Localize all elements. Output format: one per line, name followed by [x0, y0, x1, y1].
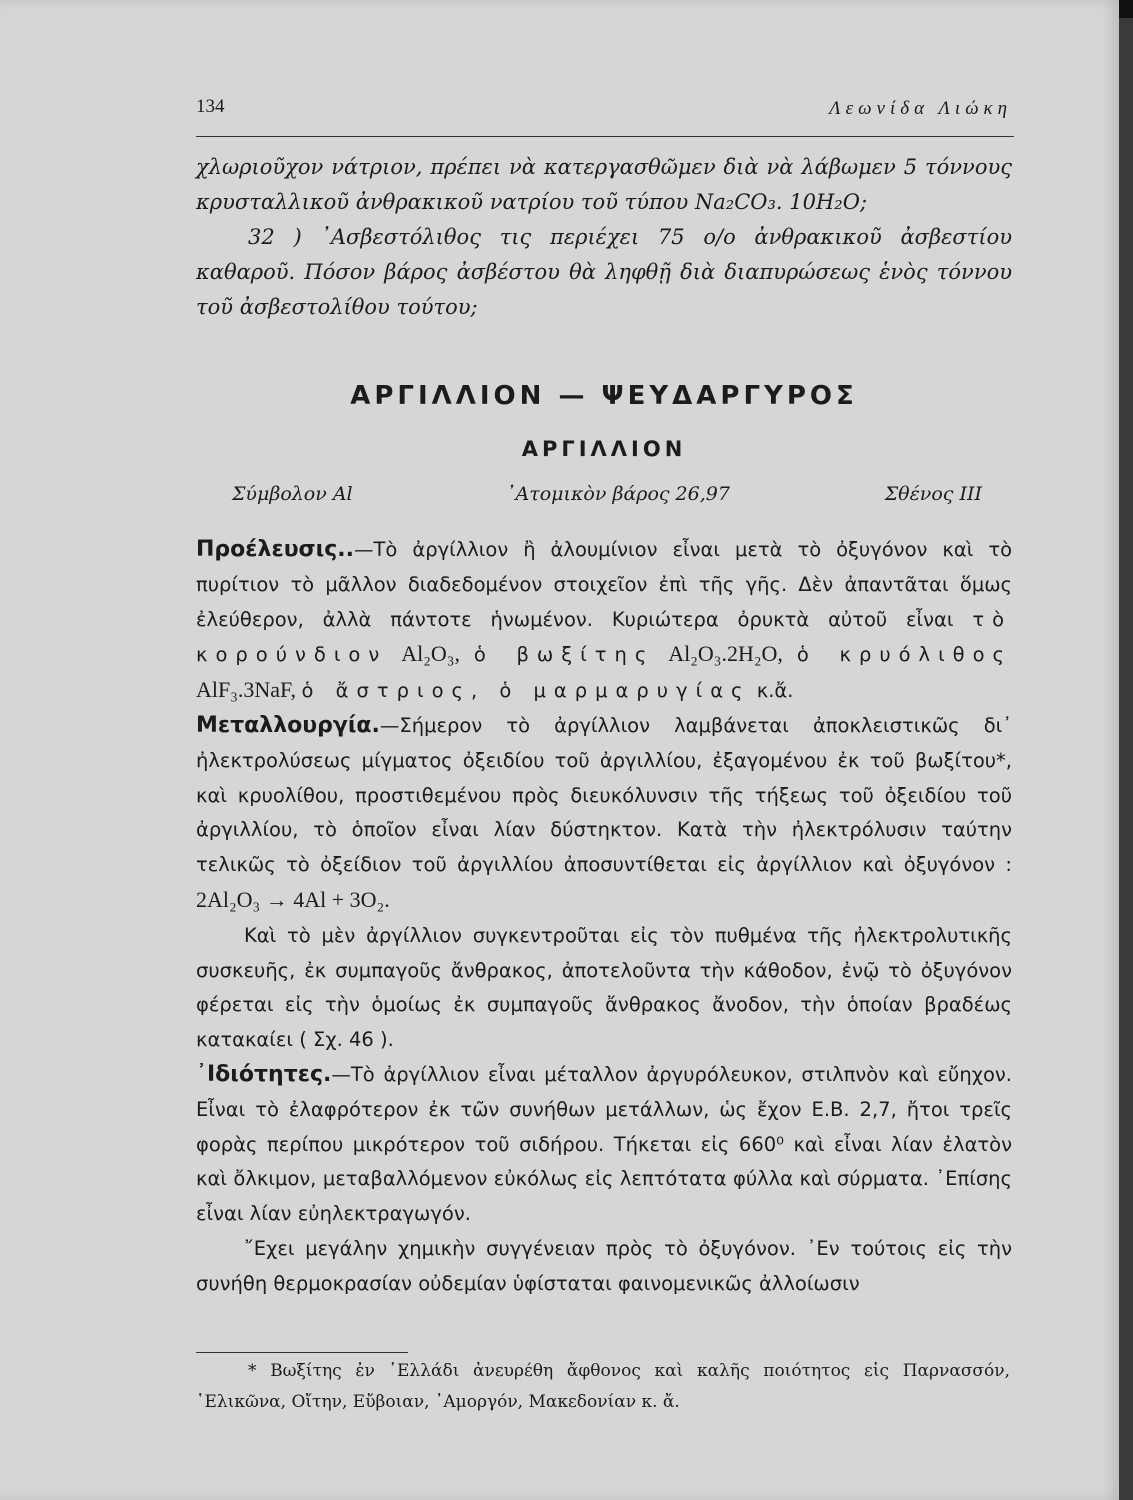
properties-paragraph: ᾿Ιδιότητες.—Τὸ ἀργίλλιον εἶναι μέταλλον ἀργυρόλευκον, στιλπνὸν καὶ εὔηχον. Εἶναι τὸ ἐλαφρότερον ἐκ τῶν συνήθων μετάλλων, ὡς ἔχον Ε.Β. 2,7, ἤτοι τρεῖς φορὰς περίπου μικρότερον τοῦ σιδήρου. Τήκεται εἰς 660⁰ καὶ εἶναι λίαν ἐλατὸν καὶ ὄλκιμον, μεταβαλλόμενον εὐκόλως εἰς λεπτότατα φύλλα καὶ σύρματα. ᾿Επίσης εἶναι λίαν εὐηλεκτραγωγόν. [196, 1061, 1012, 1226]
mineral-cryolite: ὁ κρυόλιθος [796, 643, 1012, 667]
page-number: 134 [196, 96, 225, 117]
running-header [196, 96, 1012, 126]
mineral-bauxite: ὁ βωξίτης [473, 643, 655, 667]
element-symbol: Σύμβολον Al [232, 483, 353, 505]
origin-heading: Προέλευσις.. [196, 537, 355, 562]
properties-heading: ᾿Ιδιότητες. [196, 1061, 332, 1087]
metallurgy-paragraph: Μεταλλουργία.—Σήμερον τὸ ἀργίλλιον λαμβάνεται ἀποκλειστικῶς δι᾿ ἠλεκτρολύσεως μίγματος ὀξειδίου τοῦ ἀργιλλίου, ἐξαγομένου ἐκ τοῦ βωξίτου*, καὶ κρυολίθου, προστιθεμένου πρὸς διευκόλυνσιν τῆς τήξεως τοῦ ὀξειδίου τοῦ ἀργιλλίου, τὸ ὁποῖον εἶναι λίαν δύστηκτον. Κατὰ τὴν ἠλεκτρόλυσιν ταύτην τελικῶς τὸ ὀξείδιον τοῦ ἀργιλλίου ἀποσυντίθεται εἰς ἀργίλλιον καὶ ὀξυγόνον : 2Al₂O₃ → 4Al + 3O₂. [196, 712, 1012, 912]
exercise-32: 32 ) ᾿Ασβεστόλιθος τις περιέχει 75 ο/ο ἀνθρακικοῦ ἀσβεστίου καθαροῦ. Πόσον βάρος ἀσβέστου θὰ ληφθῇ διὰ διαπυρώσεως ἑνὸς τόννου τοῦ ἀσβεστολίθου τούτου; [196, 225, 1012, 319]
exercise-continuation: χλωριοῦχον νάτριον, πρέπει νὰ κατεργασθῶμεν διὰ νὰ λάβωμεν 5 τόννους κρυσταλλικοῦ ἀνθρακικοῦ νατρίου τοῦ τύπου Na₂CO₃. 10H₂O; [196, 155, 1012, 214]
electrolysis-equation: 2Al₂O₃ → 4Al + 3O₂. [196, 886, 390, 912]
mineral-feldspar-mica: ὁ ἄστριος, ὁ μαρμαρυγίας [301, 679, 751, 703]
footnote: * Βωξίτης ἐν ῾Ελλάδι ἀνευρέθη ἄφθονος καὶ καλῆς ποιότητος εἰς Παρνασσόν, ῾Ελικῶνα, Οἴτην, Εὔβοιαν, ᾿Αμοργόν, Μακεδονίαν κ. ἄ. [196, 1361, 1010, 1412]
metallurgy-heading: Μεταλλουργία. [196, 712, 380, 738]
electrolysis-paragraph: Καὶ τὸ μὲν ἀργίλλιον συγκεντροῦται εἰς τὸν πυθμένα τῆς ἠλεκτρολυτικῆς συσκευῆς, ἐκ συμπαγοῦς ἄνθρακος, ἀποτελοῦντα τὴν κάθοδον, ἐνῷ τὸ ὀξυγόνον φέρεται εἰς τὴν ὁμοίως ἐκ συμπαγοῦς ἄνθρακος ἄνοδον, τὴν ὁποίαν βραδέως κατακαίει ( Σχ. 46 ). [196, 923, 1012, 1052]
footnote-rule [196, 1352, 408, 1353]
origin-paragraph: Προέλευσις..—Τὸ ἀργίλλιον ἢ ἀλουμίνιον εἶναι μετὰ τὸ ὀξυγόνον καὶ τὸ πυρίτιον τὸ μᾶλλον διαδεδομένον στοιχεῖον ἐπὶ τῆς γῆς. Δὲν ἀπαντᾶται ὅμως ἐλεύθερον, ἀλλὰ πάντοτε ἡνωμένον. Κυριώτερα ὀρυκτὰ αὐτοῦ εἶναι τὸ κορούνδιον Al₂O₃, ὁ βωξίτης Al₂O₃.2H₂O, ὁ κρυόλιθος AlF₃.3NaF, ὁ ἄστριος, ὁ μαρμαρυγίας κ.ἄ. [196, 537, 1012, 703]
body-text [196, 533, 1012, 1302]
affinity-paragraph: ῎Εχει μεγάλην χημικὴν συγγένειαν πρὸς τὸ ὀξυγόνον. ᾿Εν τούτοις εἰς τὴν συνήθη θερμοκρασίαν οὐδεμίαν ὑφίσταται φαινομενικῶς ἀλλοίωσιν [196, 1236, 1012, 1295]
element-title: ΑΡΓΙΛΛΙΟΝ [521, 437, 687, 461]
section-title: ΑΡΓΙΛΛΙΟΝ — ΨΕΥΔΑΡΓΥΡΟΣ [350, 381, 858, 411]
mineral-corundum: τὸ κορούνδιον [196, 607, 1012, 667]
valence: Σθένος III [884, 483, 982, 505]
header-rule [196, 136, 1014, 137]
running-head-author: Λεωνίδα Λιώκη [829, 98, 1012, 119]
page-edge-shadow [1119, 0, 1133, 1500]
atomic-weight: ᾿Ατομικὸν βάρος 26,97 [506, 483, 730, 505]
page-content [196, 150, 1012, 1302]
element-properties [196, 477, 1012, 511]
